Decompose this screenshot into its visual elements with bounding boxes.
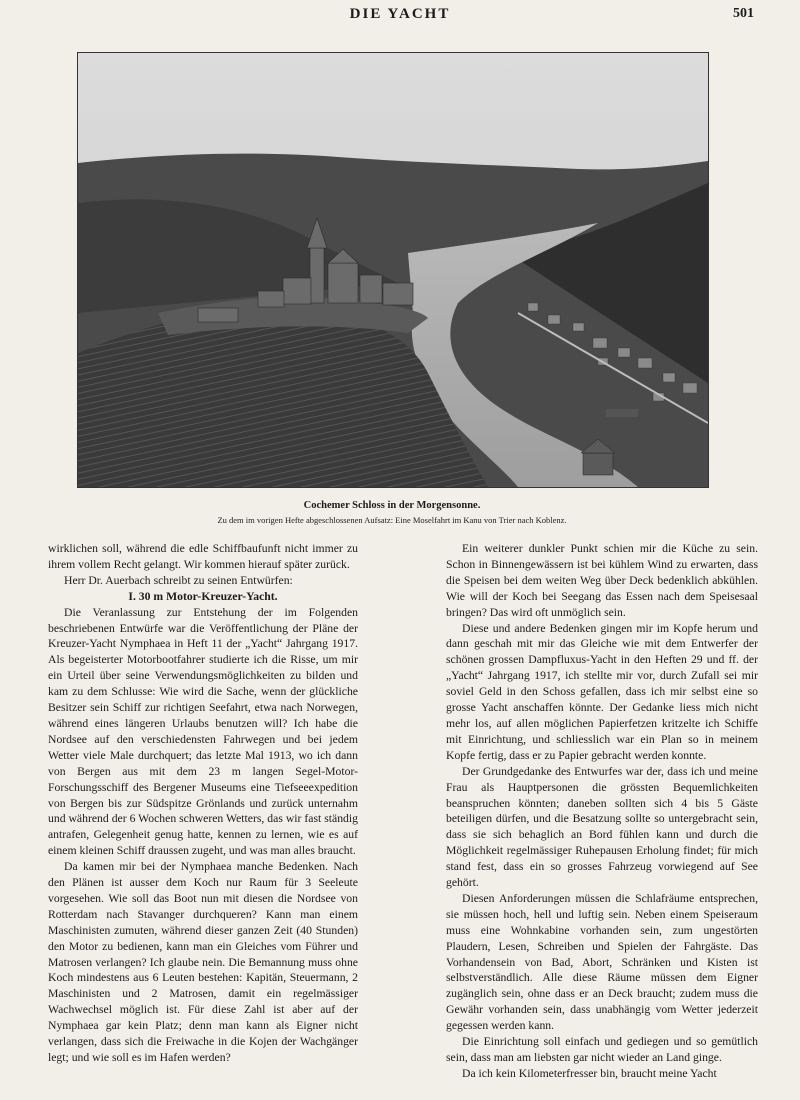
- castle-photograph: [77, 52, 709, 488]
- left-column: [48, 541, 358, 1066]
- paragraph: Die Einrichtung soll einfach und gediegen und so gemütlich sein, dass man am liebsten gar nicht wieder an Land ginge.: [446, 1035, 758, 1064]
- section-heading: I. 30 m Motor-Kreuzer-Yacht.: [128, 589, 278, 603]
- paragraph: Ein weiterer dunkler Punkt schien mir die Küche zu sein. Schon in Binnengewässern ist bei kühlem Wind zu erwarten, dass die Speisen bei dem weiten Weg über Deck bedenklich abkühlen. Wie will der Koch bei Seegang das Essen nach dem Speisesaal bringen? Das wird oft unmöglich sein.: [446, 542, 758, 619]
- paragraph: wirklichen soll, während die edle Schiffbaufunft nicht immer zu ihrem vollem Recht gelangt. Wir kommen hierauf später zurück.: [48, 542, 358, 571]
- paragraph: Diese und andere Bedenken gingen mir im Kopfe herum und dann geschah mit mir das Gleiche wie mit dem Entwerfer der schönen grossen Dampfluxus-Yacht in den Heften 29 und ff. der „Yacht“ Jahrgang 1917, ich stellte mir vor, durch Zufall sei mir soviel Geld in den Schoss gefallen, dass ich mir selbst eine so grosse Yacht anschaffen könnte. Der Gedanke liess mich nicht mehr los, auf allen möglichen Papierfetzen kritzelte ich Schiffe mit Einrichtung, und schliesslich war ein Plan so in meinem Kopfe fertig, dass er zu Papier gebracht werden konnte.: [446, 621, 758, 762]
- paragraph: Herr Dr. Auerbach schreibt zu seinen Entwürfen:: [64, 573, 293, 587]
- paragraph: Die Veranlassung zur Entstehung der im Folgenden beschriebenen Entwürfe war die Veröffentlichung der Pläne der Kreuzer-Yacht Nymphaea in Heft 11 der „Yacht“ Jahrgang 1917. Als begeisterter Motorbootfahrer studierte ich die Risse, um mir ein Urteil über seine Verwendungsmöglichkeiten zu bilden und kam zu dem Schlusse: Wie wird die Sache, wenn der glückliche Besitzer sein Schiff zur richtigen Seefahrt, etwa nach Norwegen, während eines längeren Urlaubs benutzen will? Ich habe die Nordsee auf den verschiedensten Fahrwegen und bei jedem Wetter viele Male durchquert; das letzte Mal 1913, wo ich dann von Bergen aus mit dem 23 m langen Segel-Motor-Forschungsschiff des Bergener Museums eine Tiefseeexpedition von Bergen bis zur Südspitze Grönlands und zurück unternahm und während der 6 Wochen schweren Wetters, das wir fast ständig antrafen, Gelegenheit genug hatte, kennen zu lernen, wie es auf einem kleinen Schiff draussen zugeht, und was man alles braucht.: [48, 605, 358, 858]
- paragraph: Da kamen mir bei der Nymphaea manche Bedenken. Nach den Plänen ist ausser dem Koch nur Raum für 3 Seeleute vorgesehen. Wie soll das Boot nun mit diesen die Nordsee von Rotterdam nach Stavanger durchqueren? Kann man einem Maschinisten zumuten, während dieser ganzen Zeit (40 Stunden) den Motor zu bedienen, kann man ein Gleiches vom Führer und Matrosen verlangen? Ich glaube nein. Die Bemannung muss ohne Koch mindestens aus 6 Leuten bestehen: Kapitän, Steuermann, 2 Maschinisten und 2 Matrosen, damit ein regelmässiger Wachwechsel möglich ist. Für diese Zahl ist aber auf der Nymphaea gar kein Platz; denn man kann als Eigner nicht verlangen, dass sich die Freiwache in die Kojen der Wachgänger legt; und wie soll es im Hafen werden?: [48, 860, 358, 1064]
- paragraph: Der Grundgedanke des Entwurfes war der, dass ich und meine Frau als Hauptpersonen die grössten Bequemlichkeiten beanspruchen könnten; daneben sollten sich 4 bis 5 Gäste beteiligen dürfen, und die Besatzung sollte so untergebracht sein, dass sie sich behaglich an Bord fühlen kann und durch die Möglichkeit regelmässiger Ruhepausen Erholung findet; für mich stand fest, dass ein so grosses Fahrzeug vorwiegend auf See gehört.: [446, 764, 758, 890]
- paragraph: Diesen Anforderungen müssen die Schlafräume entsprechen, sie müssen hoch, hell und luftig sein. Neben einem Speiseraum muss eine Wohnkabine vorhanden sein, zum ungestörten Plaudern, Lesen, Schreiben und Spielen der Fahrgäste. Das Vorhandensein von Bad, Abort, Schränken und Kisten ist selbstverständlich. Alle diese Räume müssen dem Eigner zugänglich sein, ohne dass er an Deck braucht; zudem muss die Gewähr vorhanden sein, dass unabhängig vom Wetter jederzeit gegessen werden kann.: [446, 891, 758, 1033]
- page-number: 501: [733, 6, 754, 21]
- cochem-landscape-image: [78, 53, 708, 487]
- running-header: DIE YACHT: [349, 6, 451, 22]
- paragraph: Da ich kein Kilometerfresser bin, braucht meine Yacht: [462, 1066, 717, 1080]
- figure-subcaption: Zu dem im vorigen Hefte abgeschlossenen Aufsatz: Eine Moselfahrt im Kanu von Trier nach Koblenz.: [217, 515, 567, 525]
- right-column: [446, 541, 758, 1082]
- figure-caption: Cochemer Schloss in der Morgensonne.: [303, 500, 481, 511]
